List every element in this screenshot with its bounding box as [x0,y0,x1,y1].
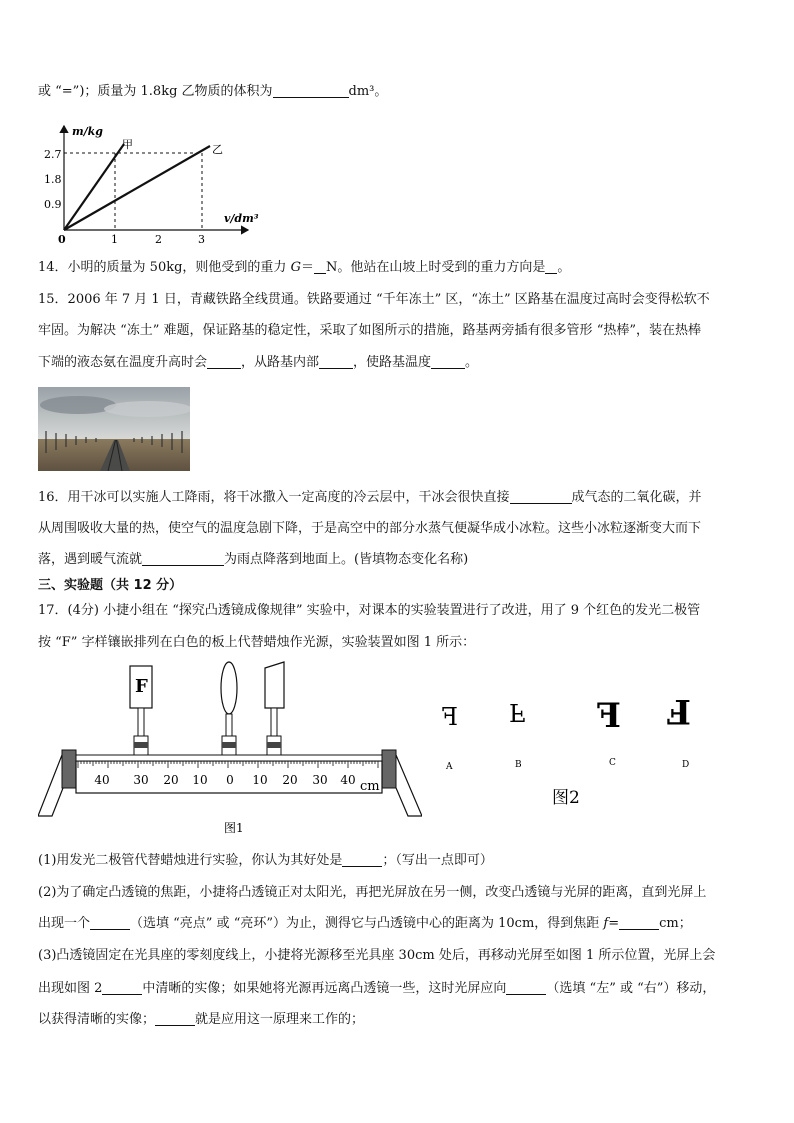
answer-blank[interactable] [431,354,465,369]
scale-label: 30 [133,773,149,787]
question-15-line-2: 牢固。为解决 “冻土” 难题，保证路基的稳定性，采取了如图所示的措施，路基两旁插有很多管形 “热棒”，装在热棒 [38,323,701,338]
option-a-image[interactable] [441,703,458,731]
y-tick-label: 0.9 [44,198,62,211]
line-yi [64,146,210,230]
convex-lens[interactable] [221,662,237,755]
scale-label: 10 [192,773,208,787]
figure-1-optical-bench [38,658,422,840]
option-b-image[interactable] [509,698,526,726]
figure-1-caption: 图1 [224,821,244,835]
scale-label: 0 [226,773,234,787]
scale-label: 10 [252,773,268,787]
question-17-line-2: 按 “F” 字样镶嵌排列在白色的板上代替蜡烛作光源，实验装置如图 1 所示： [38,635,476,650]
svg-text:F: F [441,703,458,731]
answer-blank[interactable] [314,259,326,274]
answer-blank[interactable] [155,1011,195,1026]
option-label: A [446,762,453,772]
scale-label: 40 [94,773,110,787]
line-jia [64,144,124,230]
y-tick-label: 2.7 [44,148,62,161]
q17-part-1: (1)用发光二极管代替蜡烛进行实验，你认为其好处是 ；（写出一点即可） [38,853,493,868]
bench-left-end [62,750,76,788]
q17-part-3-line-3: 以获得清晰的实像； 就是应用这一原理来工作的； [38,1012,365,1027]
y-axis-label: m/kg [72,125,103,138]
option-c-image[interactable] [597,696,621,736]
option-label: B [515,760,522,770]
mass-volume-graph [38,122,268,250]
x-tick-label: 1 [111,233,118,246]
x-tick-label: 3 [198,233,205,246]
figure-2-image-options [430,685,730,810]
question-15-line-1: 15．2006 年 7 月 1 日，青藏铁路全线贯通。铁路要通过 “千年冻土” 区，“冻土” 区路基在温度过高时会变得松软不 [38,292,710,307]
figure-2-caption: 图2 [552,788,580,808]
q17-part-3-line-2: 出现如图 2 中清晰的实像；如果她将光源再远离凸透镜一些，这时光屏应向 （选填 “左” 或 “右”）移动， [38,981,716,996]
svg-text:F: F [596,696,621,736]
line-yi-label: 乙 [212,143,223,156]
light-screen[interactable] [265,662,284,755]
answer-blank[interactable] [545,259,557,274]
q17-part-2-line-2: 出现一个 （选填 “亮点” 或 “亮环”）为止，测得它与凸透镜中心的距离为 10cm，得到焦距 f= cm； [38,916,692,931]
section-title: 三、实验题（共 12 分） [38,578,183,593]
answer-blank[interactable] [619,915,659,930]
question-16-line-1: 16．用干冰可以实施人工降雨，将干冰撒入一定高度的冷云层中，干冰会很快直接 成气态的二氧化碳，并 [38,490,702,505]
f-letter: F [135,676,148,697]
option-label: C [609,758,616,768]
scale-label: 20 [163,773,179,787]
x-axis-label: v/dm³ [224,212,259,225]
answer-blank[interactable] [342,852,382,867]
answer-blank[interactable] [273,83,349,98]
scale-label: 30 [312,773,328,787]
railway-photo [38,387,190,471]
question-15-line-3: 下端的液态氨在温度升高时会 ，从路基内部 ，使路基温度 。 [38,355,479,370]
answer-blank[interactable] [90,915,130,930]
led-light-source[interactable] [130,666,152,755]
answer-blank[interactable] [142,551,224,566]
q13-tail: 或 “=”)；质量为 1.8kg 乙物质的体积为 dm³。 [38,84,388,99]
question-17-line-1: 17．(4分) 小捷小组在 “探究凸透镜成像规律” 实验中，对课本的实验装置进行了改进，用了 9 个红色的发光二极管 [38,603,701,618]
question-16-line-3: 落，遇到暖气流就 为雨点降落到地面上。(皆填物态变化名称) [38,552,469,567]
svg-text:F: F [509,698,526,726]
y-tick-label: 1.8 [44,173,62,186]
line-jia-label: 甲 [122,138,133,151]
svg-text:F: F [666,691,691,731]
answer-blank[interactable] [102,980,142,995]
option-label: D [682,760,690,770]
q17-part-2-line-1: (2)为了确定凸透镜的焦距，小捷将凸透镜正对太阳光，再把光屏放在另一侧，改变凸透镜与光屏的距离，直到光屏上 [38,885,707,900]
answer-blank[interactable] [510,489,572,504]
scale-label: 20 [282,773,298,787]
bench-right-end [382,750,396,788]
x-tick-label: 2 [155,233,162,246]
option-d-image[interactable] [667,691,691,731]
question-16-line-2: 从周围吸收大量的热，使空气的温度急剧下降，于是高空中的部分水蒸气便凝华成小冰粒。这些小冰粒逐渐变大而下 [38,521,702,536]
scale-label: 40 [340,773,356,787]
answer-blank[interactable] [207,354,241,369]
question-14: 14．小明的质量为 50kg，则他受到的重力 G＝ N。他站在山坡上时受到的重力方向是 。 [38,260,571,275]
scale-unit: cm [360,779,380,794]
answer-blank[interactable] [319,354,353,369]
answer-blank[interactable] [506,980,546,995]
x-tick-label: 0 [58,233,66,246]
q17-part-3-line-1: (3)凸透镜固定在光具座的零刻度线上，小捷将光源移至光具座 30cm 处后，再移动光屏至如图 1 所示位置，光屏上会 [38,948,716,963]
